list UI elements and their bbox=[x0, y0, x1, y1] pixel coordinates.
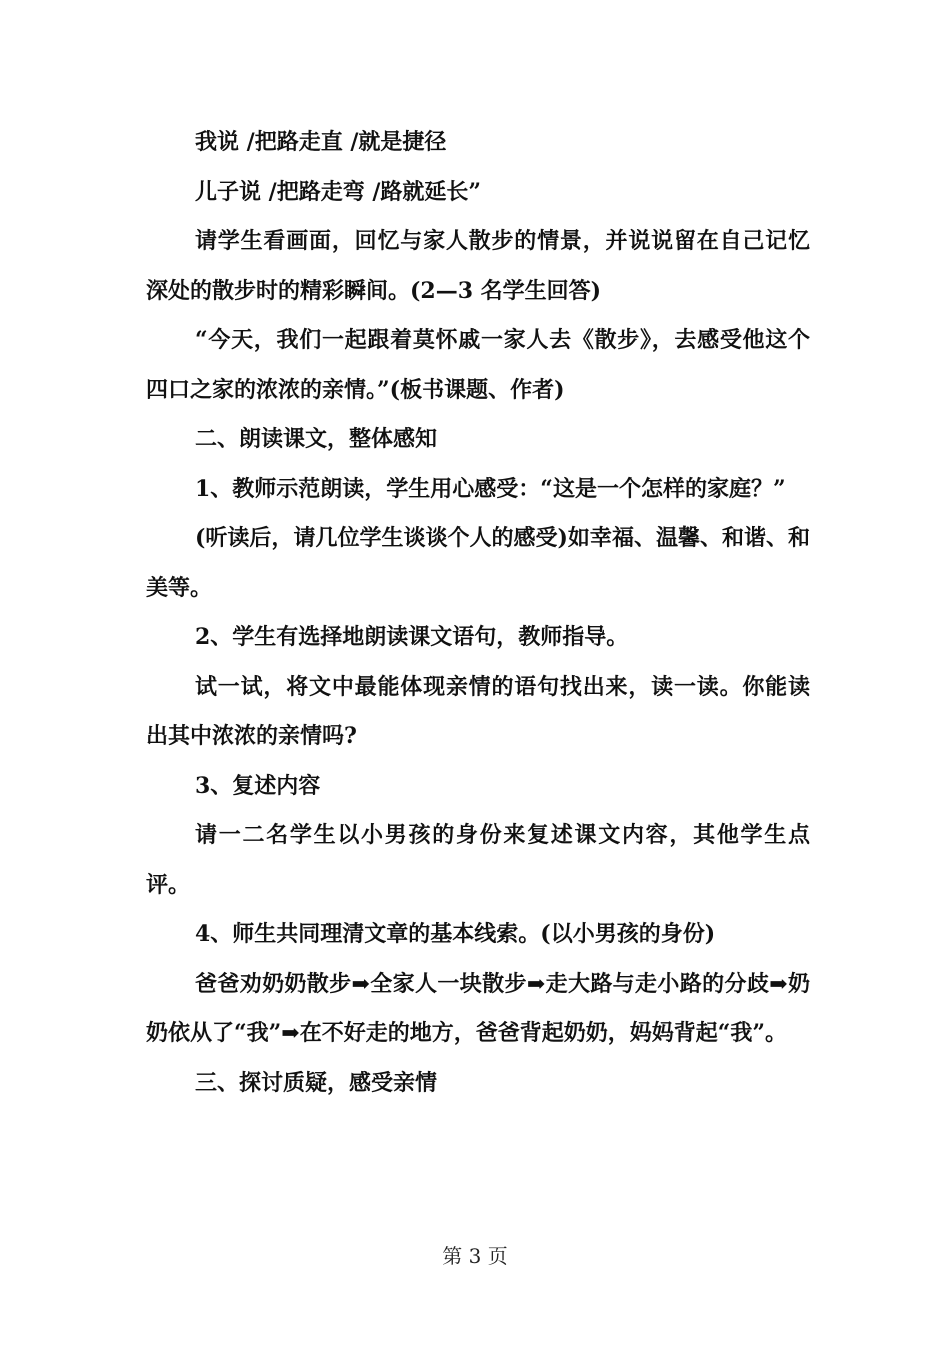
paragraph: 3、复述内容 bbox=[195, 772, 321, 799]
paragraph: 1、教师示范朗读，学生用心感受：“这是一个怎样的家庭？” bbox=[195, 475, 786, 502]
paragraph: 爸爸劝奶奶散步➡全家人一块散步➡走大路与走小路的分歧➡奶奶依从了“我”➡在不好走的地方，爸爸背起奶奶，妈妈背起“我”。 bbox=[146, 970, 810, 1046]
paragraph: 请一二名学生以小男孩的身份来复述课文内容，其他学生点评。 bbox=[146, 822, 810, 898]
paragraph: (听读后，请几位学生谈谈个人的感受)如幸福、温馨、和谐、和美等。 bbox=[146, 525, 810, 601]
paragraph: 试一试，将文中最能体现亲情的语句找出来，读一读。你能读出其中浓浓的亲情吗? bbox=[146, 673, 810, 749]
paragraph: 2、学生有选择地朗读课文语句，教师指导。 bbox=[195, 624, 629, 650]
paragraph: 我说 /把路走直 /就是捷径 bbox=[195, 129, 447, 155]
section-heading: 二、朗读课文，整体感知 bbox=[195, 426, 438, 452]
paragraph: 4、师生共同理清文章的基本线索。(以小男孩的身份) bbox=[195, 921, 716, 947]
paragraph: 儿子说 /把路走弯 /路就延长” bbox=[195, 178, 482, 205]
document-body bbox=[146, 118, 810, 1108]
section-heading: 三、探讨质疑，感受亲情 bbox=[195, 1069, 438, 1096]
paragraph: 请学生看画面，回忆与家人散步的情景，并说说留在自己记忆深处的散步时的精彩瞬间。(2—3 名学生回答) bbox=[146, 228, 810, 304]
paragraph: “今天，我们一起跟着莫怀戚一家人去《散步》，去感受他这个四口之家的浓浓的亲情。”(板书课题、作者) bbox=[146, 327, 810, 403]
page-number: 第 3 页 bbox=[442, 1244, 508, 1268]
